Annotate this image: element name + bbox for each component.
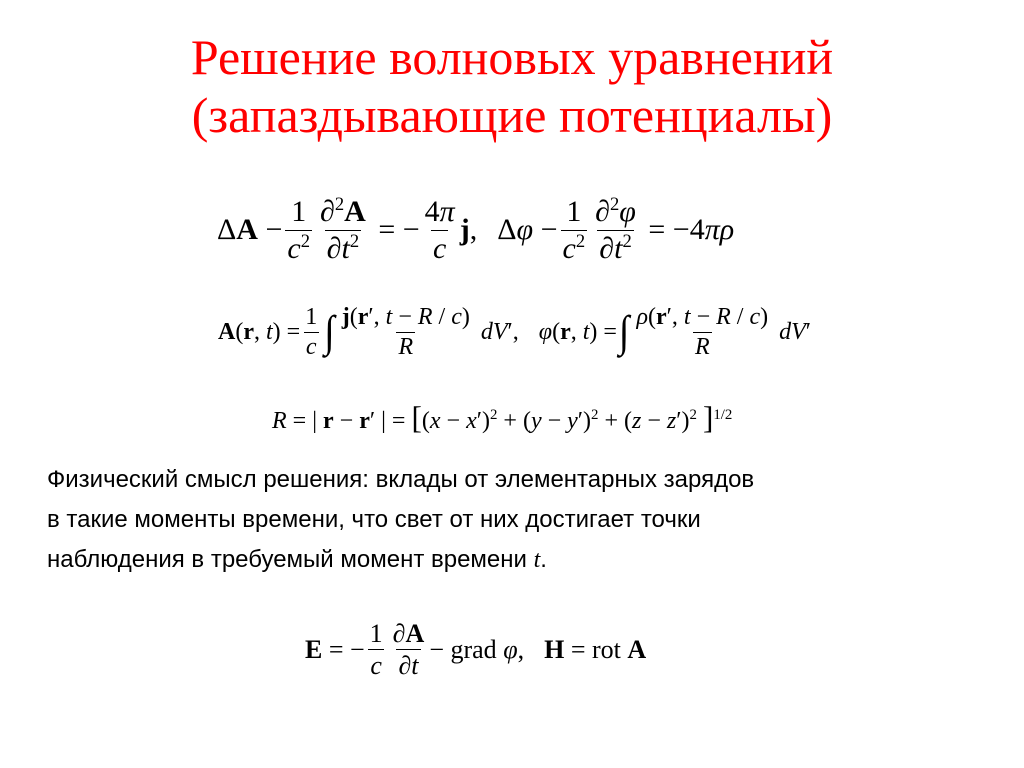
paragraph-line-3 (47, 540, 987, 580)
paragraph-line-3-end: . (540, 546, 547, 573)
paragraph-line-3-text: наблюдения в требуемый момент времени (47, 546, 534, 573)
retarded-potential-a: A(r, t) = $\frac{1}{c}$ ∫ $\frac{j(r', t - R / c)}{R}$ dV′, (218, 304, 519, 361)
time-variable: t (533, 547, 541, 573)
retarded-potential-phi: φ(r, t) = ∫ $\frac{\rho(r', t - R / c)}{R}$ dV′ (538, 304, 812, 361)
wave-equation-a: ΔA − $\frac{1}{c^2}$ $\frac{\partial^2A}{\partial t^2}$ = − $\frac{4\pi}{c}$ j, (217, 193, 478, 265)
slide-title (0, 28, 1024, 144)
title-line-1: Решение волновых уравнений (190, 29, 834, 85)
title-line-2: (запаздывающие потенциалы) (191, 87, 833, 143)
explanation-paragraph (47, 460, 987, 580)
wave-equation-phi: Δφ − $\frac{1}{c^2}$ $\frac{\partial^2\varphi}{\partial t^2}$ = −4πρ (497, 193, 735, 265)
retarded-potentials (218, 305, 811, 360)
paragraph-line-1: Физический смысл решения: вклады от элементарных зарядов (47, 466, 755, 493)
field-equations: E = − $\frac{1}{c}$ $\frac{\partial A}{\partial t}$ − grad φ, H = rot A (305, 619, 647, 681)
paragraph-line-2: в такие моменты времени, что свет от них достигает точки (47, 506, 701, 533)
distance-equation: R = | r − r′ | = [$(x - x')^2 + (y - y')^2 + (z - z')^2$ ]$^{1/2}$ (272, 400, 733, 435)
wave-equations (217, 193, 735, 265)
